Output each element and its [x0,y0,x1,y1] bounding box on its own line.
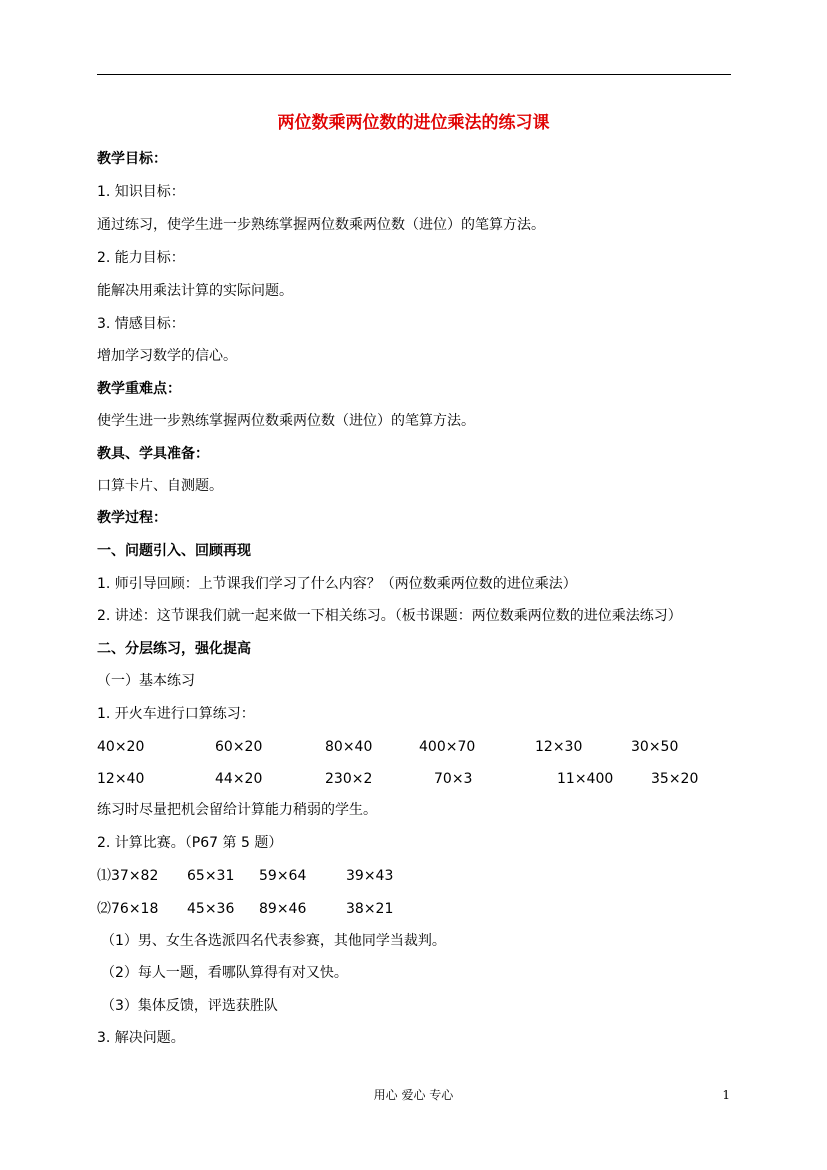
paragraph: 口算卡片、自测题。 [97,478,223,494]
paragraph: 3. 情感目标： [97,316,185,332]
paragraph: 2. 讲述：这节课我们就一起来做一下相关练习。（板书课题：两位数乘两位数的进位乘法练习） [97,608,682,624]
contest-item: 45×36 [187,901,235,917]
oral-item: 230×2 [325,771,373,787]
oral-item: 44×20 [215,771,263,787]
paragraph: 2. 能力目标： [97,250,185,266]
paragraph: 增加学习数学的信心。 [97,348,237,364]
paragraph: 1. 开火车进行口算练习： [97,706,255,722]
header-rule [97,74,731,75]
paragraph: 能解决用乘法计算的实际问题。 [97,283,293,299]
contest-item: 65×31 [187,868,235,884]
heading-section-1: 一、问题引入、回顾再现 [97,543,251,559]
oral-item: 80×40 [325,739,373,755]
paragraph: （3）集体反馈，评选获胜队 [101,998,278,1014]
oral-item: 400×70 [419,739,476,755]
heading-materials: 教具、学具准备： [97,446,209,462]
contest-item: 38×21 [346,901,394,917]
paragraph: （一）基本练习 [97,673,195,689]
paragraph: 2. 计算比赛。（P67 第 5 题） [97,835,283,851]
heading-objectives: 教学目标： [97,151,167,167]
contest-item: 39×43 [346,868,394,884]
heading-process: 教学过程： [97,510,167,526]
contest-item: 59×64 [259,868,307,884]
heading-section-2: 二、分层练习，强化提高 [97,641,251,657]
contest-item: ⑴37×82 [97,868,159,884]
contest-item: ⑵76×18 [97,901,159,917]
heading-key-points: 教学重难点： [97,381,181,397]
oral-item: 70×3 [434,771,473,787]
page-number: 1 [722,1088,730,1102]
paragraph: （1）男、女生各选派四名代表参赛，其他同学当裁判。 [101,933,446,949]
oral-item: 12×30 [535,739,583,755]
document-title: 两位数乘两位数的进位乘法的练习课 [277,113,550,133]
paragraph: 使学生进一步熟练掌握两位数乘两位数（进位）的笔算方法。 [97,413,475,429]
paragraph: 3. 解决问题。 [97,1030,185,1046]
paragraph: 1. 师引导回顾：上节课我们学习了什么内容？（两位数乘两位数的进位乘法） [97,576,577,592]
oral-item: 30×50 [631,739,679,755]
paragraph: 1. 知识目标： [97,184,185,200]
paragraph: （2）每人一题，看哪队算得有对又快。 [101,965,348,981]
paragraph: 练习时尽量把机会留给计算能力稍弱的学生。 [97,802,377,818]
oral-item: 60×20 [215,739,263,755]
oral-item: 12×40 [97,771,145,787]
page-footer: 用心 爱心 专心 [373,1088,454,1102]
paragraph: 通过练习，使学生进一步熟练掌握两位数乘两位数（进位）的笔算方法。 [97,217,545,233]
oral-item: 11×400 [557,771,614,787]
contest-item: 89×46 [259,901,307,917]
oral-item: 35×20 [651,771,699,787]
oral-item: 40×20 [97,739,145,755]
